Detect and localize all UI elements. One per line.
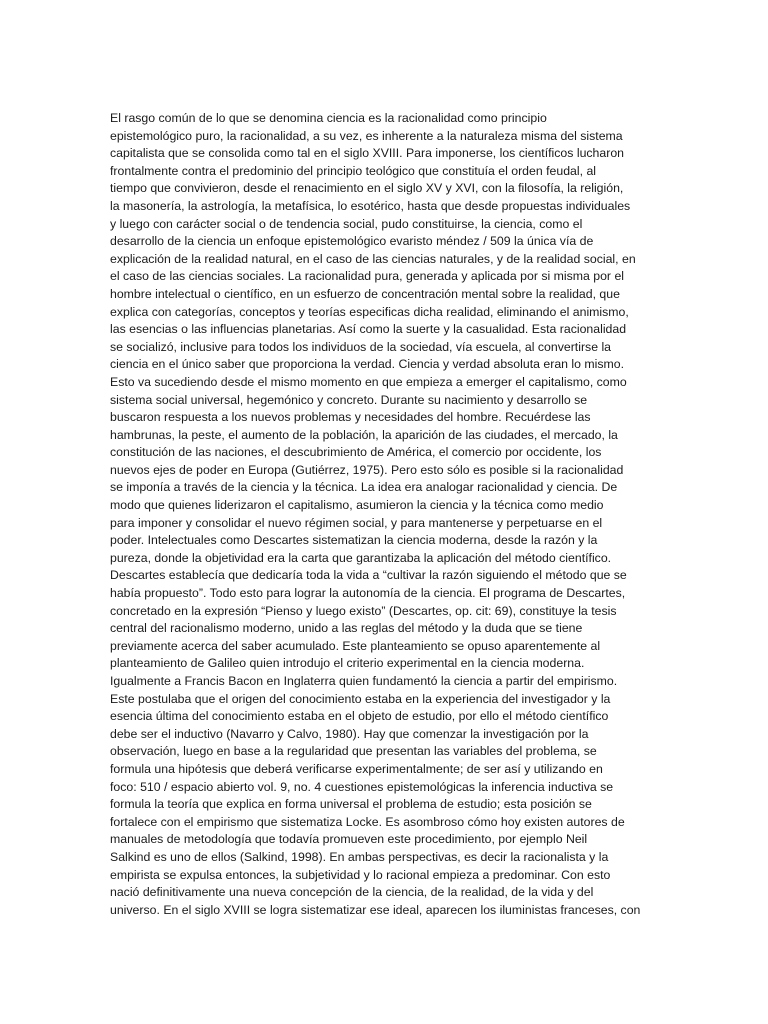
text-line: y luego con carácter social o de tendencia social, pudo constituirse, la ciencia, como el bbox=[110, 216, 583, 231]
text-line: Descartes establecía que dedicaría toda la vida a “cultivar la razón siguiendo el método que se bbox=[110, 568, 627, 583]
text-line: Este postulaba que el origen del conocimiento estaba en la experiencia del investigador y la bbox=[110, 691, 611, 706]
text-line: formula la teoría que explica en forma universal el problema de estudio; esta posición se bbox=[110, 797, 592, 812]
text-line: ciencia en el único saber que proporciona la verdad. Ciencia y verdad absoluta eran lo mismo. bbox=[110, 357, 625, 372]
text-line: modo que quienes liderizaron el capitalismo, asumieron la ciencia y la técnica como medio bbox=[110, 498, 604, 513]
text-line: constitución de las naciones, el descubrimiento de América, el comercio por occidente, los bbox=[110, 445, 602, 460]
text-line: previamente acerca del saber acumulado. Este planteamiento se opuso aparentemente al bbox=[110, 638, 601, 653]
text-line: central del racionalismo moderno, unido a las reglas del método y la duda que se tiene bbox=[110, 621, 583, 636]
document-body-paragraph bbox=[110, 110, 670, 919]
text-line: foco: 510 / espacio abierto vol. 9, no. 4 cuestiones epistemológicas la inferencia inductiva se bbox=[110, 779, 614, 794]
text-line: nuevos ejes de poder en Europa (Gutiérrez, 1975). Pero esto sólo es posible si la racionalidad bbox=[110, 462, 624, 477]
text-line: universo. En el siglo XVIII se logra sistematizar ese ideal, aparecen los iluministas franceses, con bbox=[110, 902, 641, 917]
text-line: hombre intelectual o científico, en un esfuerzo de concentración mental sobre la realidad, que bbox=[110, 286, 620, 301]
text-line: hambrunas, la peste, el aumento de la población, la aparición de las ciudades, el mercado, la bbox=[110, 427, 618, 442]
text-line: las esencias o las influencias planetarias. Así como la suerte y la casualidad. Esta racionalidad bbox=[110, 322, 627, 337]
text-line: buscaron respuesta a los nuevos problemas y necesidades del hombre. Recuérdese las bbox=[110, 410, 591, 425]
text-line: pureza, donde la objetividad era la carta que garantizaba la aplicación del método científico. bbox=[110, 550, 612, 565]
text-line: planteamiento de Galileo quien introdujo el criterio experimental en la ciencia moderna. bbox=[110, 656, 585, 671]
text-line: Esto va sucediendo desde el mismo momento en que empieza a emerger el capitalismo, como bbox=[110, 374, 627, 389]
text-line: debe ser el inductivo (Navarro y Calvo, 1980). Hay que comenzar la investigación por la bbox=[110, 726, 589, 741]
text-line: sistema social universal, hegemónico y concreto. Durante su nacimiento y desarrollo se bbox=[110, 392, 588, 407]
text-line: capitalista que se consolida como tal en el siglo XVIII. Para imponerse, los científicos lucharon bbox=[110, 146, 625, 161]
text-line: nació definitivamente una nueva concepción de la ciencia, de la realidad, de la vida y del bbox=[110, 885, 594, 900]
text-line: la masonería, la astrología, la metafísica, lo esotérico, hasta que desde propuestas individuales bbox=[110, 198, 631, 213]
text-line: el caso de las ciencias sociales. La racionalidad pura, generada y aplicada por si misma por el bbox=[110, 269, 625, 284]
text-line: manuales de metodología que todavía promueven este procedimiento, por ejemplo Neil bbox=[110, 832, 588, 847]
text-line: desarrollo de la ciencia un enfoque epistemológico evaristo méndez / 509 la única vía de bbox=[110, 234, 594, 249]
text-line: tiempo que convivieron, desde el renacimiento en el siglo XV y XVI, con la filosofía, la religión, bbox=[110, 181, 624, 196]
text-line: poder. Intelectuales como Descartes sistematizan la ciencia moderna, desde la razón y la bbox=[110, 533, 598, 548]
text-line: epistemológico puro, la racionalidad, a su vez, es inherente a la naturaleza misma del sistema bbox=[110, 128, 623, 143]
text-line: esencia última del conocimiento estaba en el objeto de estudio, por ello el método científico bbox=[110, 709, 609, 724]
text-line: empirista se expulsa entonces, la subjetividad y lo racional empieza a predominar. Con esto bbox=[110, 867, 611, 882]
text-line: Igualmente a Francis Bacon en Inglaterra quien fundamentó la ciencia a partir del empirismo. bbox=[110, 674, 618, 688]
text-line: frontalmente contra el predominio del principio teológico que constituía el orden feudal, al bbox=[110, 163, 597, 178]
text-line: fortalece con el empirismo que sistematiza Locke. Es asombroso cómo hoy existen autores de bbox=[110, 814, 625, 829]
text-line: explicación de la realidad natural, en el caso de las ciencias naturales, y de la realidad social, en bbox=[110, 251, 636, 266]
text-line: formula una hipótesis que deberá verificarse experimentalmente; de ser así y utilizando en bbox=[110, 761, 603, 776]
text-line: Salkind es uno de ellos (Salkind, 1998). En ambas perspectivas, es decir la racionalista y la bbox=[110, 849, 609, 864]
text-line: para imponer y consolidar el nuevo régimen social, y para mantenerse y perpetuarse en el bbox=[110, 515, 603, 530]
text-line: explica con categorías, conceptos y teorías especificas dicha realidad, eliminando el animismo, bbox=[110, 304, 629, 319]
text-line: El rasgo común de lo que se denomina ciencia es la racionalidad como principio bbox=[110, 111, 547, 125]
text-line: concretado en la expresión “Pienso y luego existo” (Descartes, op. cit: 69), constituye la tesis bbox=[110, 603, 617, 618]
text-line: observación, luego en base a la regularidad que presentan las variables del problema, se bbox=[110, 744, 597, 759]
text-line: había propuesto”. Todo esto para lograr la autonomía de la ciencia. El programa de Descartes, bbox=[110, 586, 626, 601]
text-line: se socializó, inclusive para todos los individuos de la sociedad, vía escuela, al convertirse la bbox=[110, 339, 612, 354]
text-line: se imponía a través de la ciencia y la técnica. La idea era analogar racionalidad y ciencia. De bbox=[110, 480, 618, 495]
